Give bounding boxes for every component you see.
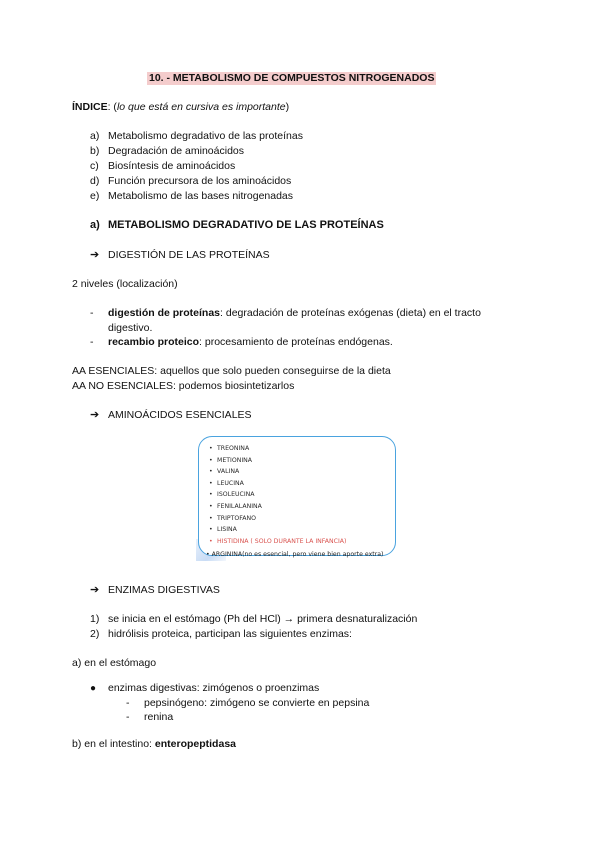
index-label: ÍNDICE bbox=[72, 101, 108, 113]
index-marker-e: e) bbox=[90, 190, 100, 202]
estomago-label: a) en el estómago bbox=[72, 657, 157, 669]
levels-intro: 2 niveles (localización) bbox=[72, 278, 178, 290]
level-digestion bbox=[108, 307, 481, 320]
aa-list-item: • TREONINA bbox=[209, 445, 250, 452]
aa-list-item: • VALINA bbox=[209, 468, 240, 476]
digestion-heading: DIGESTIÓN DE LAS PROTEÍNAS bbox=[108, 249, 270, 261]
level-recambio-term: recambio proteico bbox=[108, 336, 200, 348]
aa-list-item-arginina: • ARGININA(no es esencial, pero viene bien aporte extra) bbox=[206, 551, 384, 558]
level-digestion-term: digestión de proteínas bbox=[108, 307, 221, 319]
step-marker: 2) bbox=[90, 628, 100, 640]
aa-list-item: • TRIPTOFANO bbox=[209, 514, 257, 522]
index-note: lo que está en cursiva es importante bbox=[116, 101, 286, 113]
aa-image bbox=[196, 435, 400, 563]
aa-list-item: • METIONINA bbox=[209, 456, 253, 464]
arrow-icon: ➔ bbox=[90, 409, 100, 421]
index-heading: ÍNDICE: (lo que está en cursiva es importante) bbox=[72, 101, 290, 113]
aa-no-esenciales: AA NO ESENCIALES: podemos biosintetizarlos bbox=[72, 380, 295, 392]
index-marker-d: d) bbox=[90, 175, 100, 187]
aa-list-item: • LISINA bbox=[209, 526, 237, 534]
aa-list-item: • LEUCINA bbox=[209, 479, 244, 487]
estomago-sub-item: renina bbox=[144, 711, 174, 723]
aa-list-item: • FENILALANINA bbox=[209, 502, 262, 510]
level-digestion-desc: : degradación de proteínas exógenas (dieta) en el tracto bbox=[220, 307, 481, 319]
index-marker-a: a) bbox=[90, 130, 100, 142]
arrow-icon: ➔ bbox=[90, 584, 100, 596]
dash-icon: - bbox=[90, 336, 94, 348]
dash-icon: - bbox=[90, 307, 94, 319]
aa-list-item-histidina: • HISTIDINA ( SOLO DURANTE LA INFANCIA) bbox=[209, 537, 347, 545]
step-marker: 1) bbox=[90, 613, 100, 625]
aa-heading: AMINOÁCIDOS ESENCIALES bbox=[108, 409, 252, 421]
aa-image-frame bbox=[198, 436, 396, 556]
enzimas-heading: ENZIMAS DIGESTIVAS bbox=[108, 584, 220, 596]
index-item-e: Metabolismo de las bases nitrogenadas bbox=[108, 190, 294, 202]
level-recambio bbox=[108, 336, 393, 349]
index-item-a: Metabolismo degradativo de las proteínas bbox=[108, 130, 303, 142]
intestino-label: b) en el intestino: bbox=[72, 738, 155, 750]
estomago-bullet: enzimas digestivas: zimógenos o proenzimas bbox=[108, 682, 320, 694]
dash-icon: - bbox=[126, 697, 130, 709]
section-a-marker: a) bbox=[90, 219, 100, 231]
index-item-b: Degradación de aminoácidos bbox=[108, 145, 245, 157]
bullet-icon: ● bbox=[90, 683, 97, 694]
index-item-c: Biosíntesis de aminoácidos bbox=[108, 160, 236, 172]
level-digestion-desc-cont: digestivo. bbox=[108, 322, 153, 334]
estomago-sub-item: pepsinógeno: zimógeno se convierte en pepsina bbox=[144, 697, 370, 709]
page-title: 10. - METABOLISMO DE COMPUESTOS NITROGENADOS bbox=[149, 72, 435, 84]
step-2: hidrólisis proteica, participan las siguientes enzimas: bbox=[108, 628, 352, 640]
section-a-title: METABOLISMO DEGRADATIVO DE LAS PROTEÍNAS bbox=[108, 219, 384, 231]
dash-icon: - bbox=[126, 711, 130, 723]
intestino bbox=[72, 738, 236, 751]
index-marker-b: b) bbox=[90, 145, 100, 157]
level-recambio-desc: : procesamiento de proteínas endógenas. bbox=[199, 336, 393, 348]
index-marker-c: c) bbox=[90, 160, 99, 172]
aa-esenciales: AA ESENCIALES: aquellos que solo pueden conseguirse de la dieta bbox=[72, 365, 391, 377]
intestino-term: enteropeptidasa bbox=[154, 738, 236, 750]
step-1: se inicia en el estómago (Ph del HCl) → primera desnaturalización bbox=[108, 613, 418, 625]
index-item-d: Función precursora de los aminoácidos bbox=[108, 175, 292, 187]
aa-list-item: • ISOLEUCINA bbox=[209, 491, 255, 499]
arrow-icon: ➔ bbox=[90, 249, 100, 261]
aa-list bbox=[209, 443, 346, 547]
